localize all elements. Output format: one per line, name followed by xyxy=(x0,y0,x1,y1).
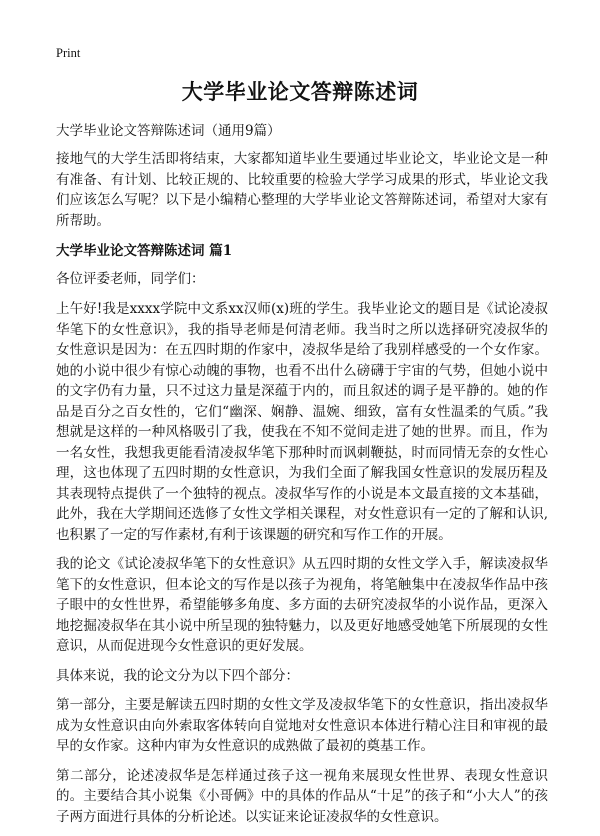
body-paragraph: 我的论文《试论凌叔华笔下的女性意识》从五四时期的女性文学入手，解读凌叔华笔下的女性意识，但本论文的写作是以孩子为视角，将笔触集中在凌叔华作品中孩子眼中的女性世界，希望能够多角度、多方面的去研究凌叔华的小说作品，更深入地挖掘凌叔华在其小说中所呈现的独特魅力，以及更好地感受她笔下所展现的女性意识，从而促进现今女性意识的更好发展。 xyxy=(56,556,548,654)
print-link[interactable]: Print xyxy=(56,46,81,60)
intro-paragraph: 接地气的大学生活即将结束，大家都知道毕业生要通过毕业论文，毕业论文是一种有准备、有计划、比较正规的、比较重要的检验大学学习成果的形式，毕业论文我们应该怎么写呢？以下是小编精心整理的大学毕业论文答辩陈述词，希望对大家有所帮助。 xyxy=(56,151,548,229)
document-subtitle: 大学毕业论文答辩陈述词（通用9篇） xyxy=(56,123,281,139)
body-paragraph: 具体来说，我的论文分为以下四个部分： xyxy=(56,667,299,684)
body-paragraph: 上午好!我是xxxx学院中文系xx汉师(x)班的学生。我毕业论文的题目是《试论凌叔华笔下的女性意识》，我的指导老师是何清老师。我当时之所以选择研究凌叔华的女性意识是因为：在五四时期的作家中，凌叔华是给了我别样感受的一个女作家。她的小说中很少有惊心动魄的事物，也看不出什么磅礴于宇宙的气势，但她小说中的文字仍有力量，只不过这力量是深蕴于内的，而且叙述的调子是平静的。她的作品是百分之百女性的，它们“幽深、娴静、温婉、细致，富有女性温柔的气质。”我想就是这样的一种风格吸引了我，使我在不知不觉间走进了她的世界。而且，作为一名女性，我想我更能看清凌叔华笔下那种时而讽刺鞭挞，时而同情无奈的女性心理，这也体现了五四时期的女性意识，为我们全面了解我国女性意识的发展历程及其表现特点提供了一个独特的视点。凌叔华写作的小说是本文最直接的文本基础，此外，我在大学期间还选修了女性文学相关课程，对女性意识有一定的了解和认识,也积累了一定的写作素材,有利于该课题的研究和写作工作的开展。 xyxy=(56,301,548,543)
document-body xyxy=(56,120,548,836)
salutation: 各位评委老师，同学们： xyxy=(56,271,205,287)
document-title: 大学毕业论文答辩陈述词 xyxy=(181,79,419,104)
section-heading: 大学毕业论文答辩陈述词 篇1 xyxy=(56,243,233,259)
body-paragraph: 第二部分，论述凌叔华是怎样通过孩子这一视角来展现女性世界、表现女性意识的。主要结合其小说集《小哥俩》中的具体的作品从“十足”的孩子和“小大人”的孩子两方面进行具体的分析论述。以实证来论证凌叔华的女性意识。 xyxy=(56,767,548,825)
body-paragraph: 第一部分，主要是解读五四时期的女性文学及凌叔华笔下的女性意识，指出凌叔华成为女性意识由向外索取客体转向自觉地对女性意识本体进行精心注目和审视的最早的女作家。这种内审为女性意识的成熟做了最初的奠基工作。 xyxy=(56,697,548,754)
